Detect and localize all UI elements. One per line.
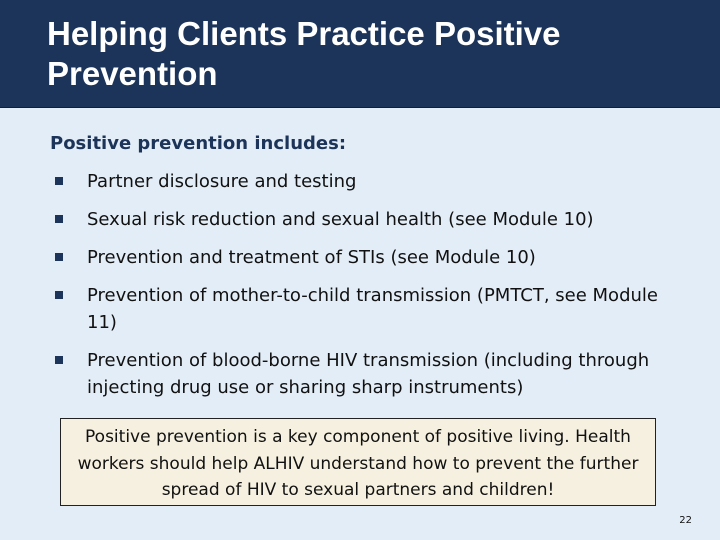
slide-title: Helping Clients Practice Positive Prevention — [47, 15, 561, 92]
bullet-item — [50, 206, 690, 233]
square-bullet-icon — [55, 291, 63, 299]
page-number: 22 — [679, 515, 692, 526]
bullet-list — [50, 168, 690, 412]
bullet-text: Prevention of blood-borne HIV transmission (including through injecting drug use or sharing sharp instruments) — [87, 350, 650, 398]
bullet-text: Partner disclosure and testing — [87, 171, 357, 192]
title-bar — [0, 0, 720, 108]
bullet-text: Prevention of mother-to-child transmission (PMTCT, see Module 11) — [87, 285, 658, 333]
bullet-item — [50, 347, 690, 401]
square-bullet-icon — [55, 215, 63, 223]
bullet-text: Sexual risk reduction and sexual health (see Module 10) — [87, 209, 594, 230]
slide-subtitle: Positive prevention includes: — [50, 133, 347, 154]
callout-box: Positive prevention is a key component of positive living. Health workers should help ALHIV understand how to prevent the further spread of HIV to sexual partners and children! — [60, 418, 656, 506]
square-bullet-icon — [55, 356, 63, 364]
square-bullet-icon — [55, 177, 63, 185]
bullet-item — [50, 244, 690, 271]
bullet-item — [50, 282, 690, 336]
bullet-text: Prevention and treatment of STIs (see Module 10) — [87, 247, 536, 268]
square-bullet-icon — [55, 253, 63, 261]
bullet-item — [50, 168, 690, 195]
